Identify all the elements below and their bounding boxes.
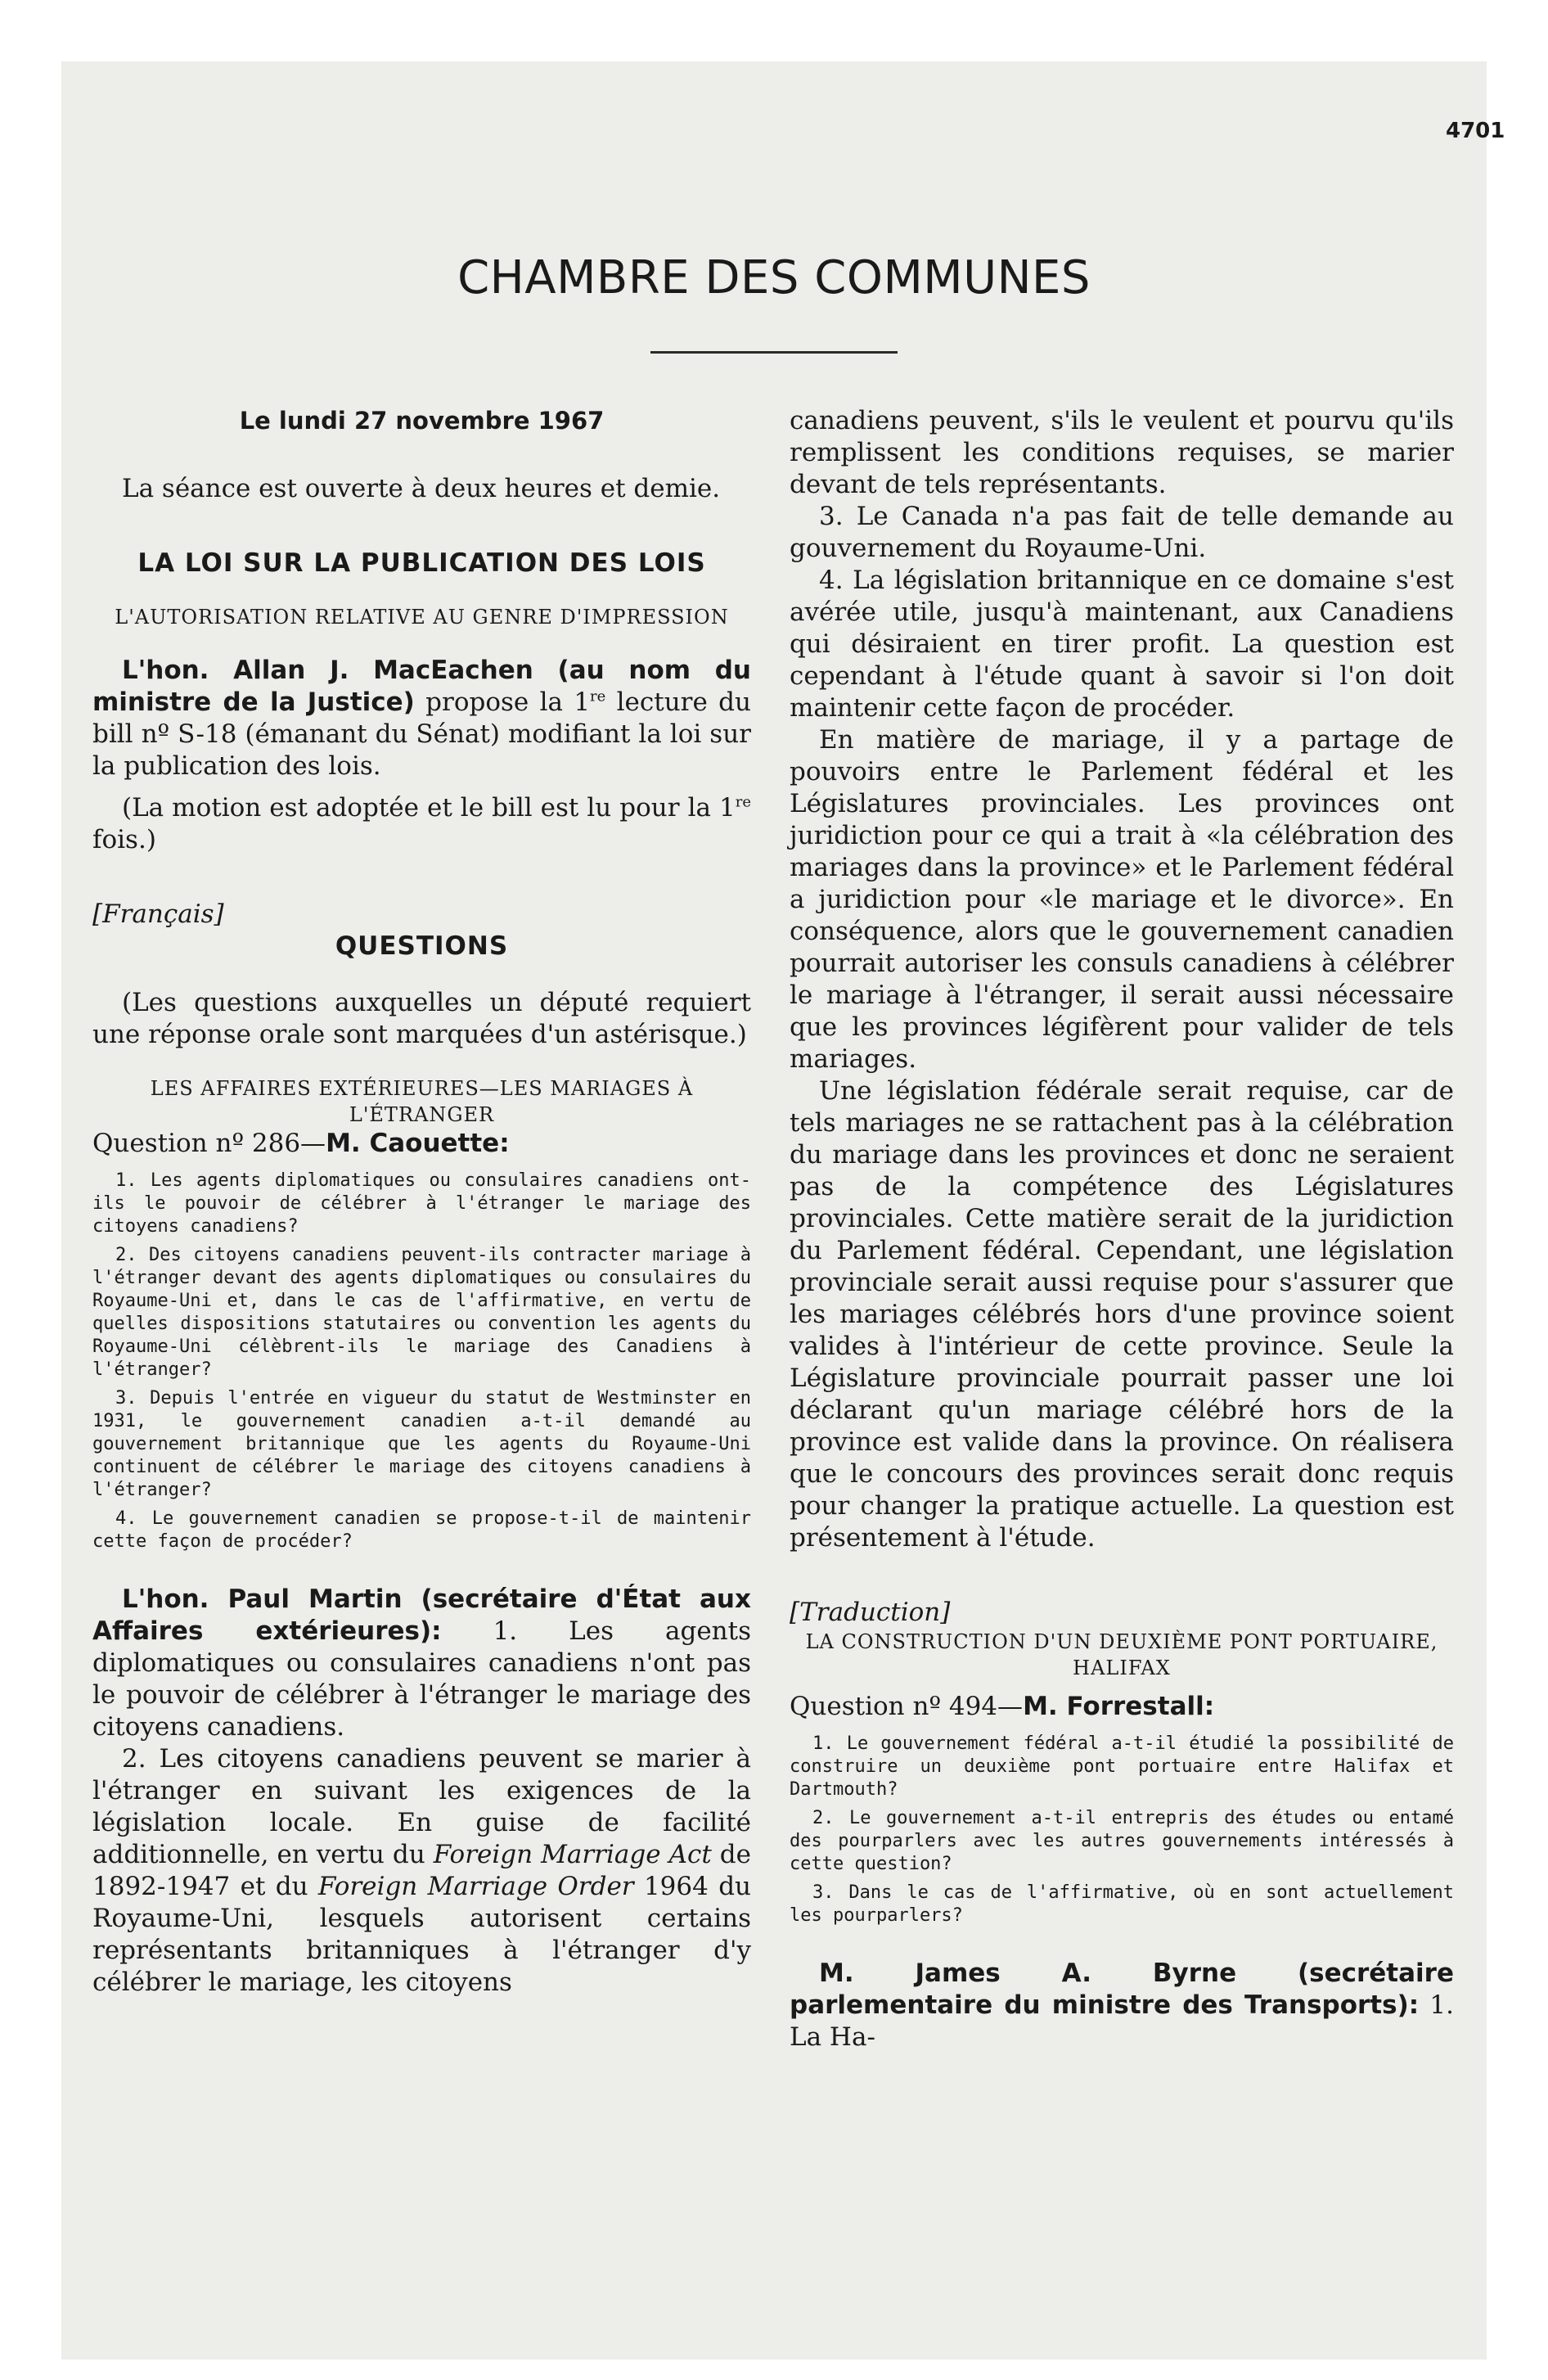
question-494-items (790, 1733, 1454, 1927)
question-494-item: 2. Le gouvernement a-t-il entrepris des études ou entamé des pourparlers avec les autres gouvernements intéressés à cette question? (790, 1808, 1454, 1874)
speaker-maceachen: L'hon. Allan J. MacEachen (au nom du ministre de la Justice) (92, 656, 751, 717)
section-subheading-impression: L'AUTORISATION RELATIVE AU GENRE D'IMPRESSION (115, 606, 729, 629)
answer-2-order-title: Foreign Marriage Order (317, 1872, 634, 1901)
ordinal-sup: re (590, 687, 606, 705)
section-heading-pont: LA CONSTRUCTION D'UN DEUXIÈME PONT PORTUAIRE, HALIFAX (805, 1630, 1438, 1679)
speaker-martin-text: 1. Les agents diplomatiques ou consulaires canadiens n'ont pas le pouvoir de célébrer à l'étranger le mariage des citoyens canadiens. (92, 1616, 751, 1742)
sitting-date: Le lundi 27 novembre 1967 (239, 407, 605, 435)
speaker-maceachen-text-a: propose la 1 (414, 687, 591, 717)
language-tag-traduction: [Traduction] (790, 1598, 951, 1627)
question-286-item: 2. Des citoyens canadiens peuvent-ils contracter mariage à l'étranger devant des agents diplomatiques ou consulaires du Royaume-Uni et, dans le cas de l'affirmative, en vertu de quelles dispositions statutaires ou convention les agents du Royaume-Uni célèbrent-ils le mariage des Canadiens à l'étranger? (92, 1245, 751, 1380)
question-286-prefix: Question nº 286— (92, 1129, 326, 1158)
page-title: CHAMBRE DES COMMUNES (457, 251, 1091, 304)
questions-heading: QUESTIONS (335, 931, 509, 961)
motion-text-a: (La motion est adoptée et le bill est lu pour la 1 (122, 793, 736, 823)
page (61, 61, 1505, 2360)
question-286-item: 4. Le gouvernement canadien se propose-t-il de maintenir cette façon de procéder? (92, 1508, 751, 1552)
section-heading-publication: LA LOI SUR LA PUBLICATION DES LOIS (137, 548, 706, 578)
motion-text-b: fois.) (92, 825, 156, 854)
answer-3-paragraph: 3. Le Canada n'a pas fait de telle demande au gouvernement du Royaume-Uni. (790, 502, 1454, 563)
speaker-byrne: M. James A. Byrne (secrétaire parlementaire du ministre des Transports): (790, 1959, 1454, 2020)
motion-paragraph (92, 792, 751, 856)
martin-paragraph (92, 1584, 751, 1743)
right-column (790, 405, 1454, 2053)
question-494-item: 1. Le gouvernement fédéral a-t-il étudié la possibilité de construire un deuxième pont portuaire entre Halifax et Dartmouth? (790, 1733, 1454, 1800)
maceachen-paragraph (92, 655, 751, 782)
language-tag-francais: [Français] (92, 899, 224, 929)
answer-2-text-c: 1964 du Royaume-Uni, lesquels autorisent certains représentants britanniques à l'étranger d'y célébrer le mariage, les citoyens (92, 1872, 751, 1997)
jurisdiction-paragraph: En matière de mariage, il y a partage de pouvoirs entre le Parlement fédéral et les Législatures provinciales. Les provinces ont juridiction pour ce qui a trait à «la célébration des mariages dans la province» et le Parlement fédéral a juridiction pour «le mariage et le divorce». En conséquence, alors que le gouvernement canadien pourrait autoriser les consuls canadiens à célébrer le mariage à l'étranger, il serait aussi nécessaire que les provinces légifèrent pour valider de tels mariages. (790, 725, 1454, 1074)
answer-2-text-b: de 1892-1947 et du (92, 1840, 751, 1901)
answer-2-text-a: 2. Les citoyens canadiens peuvent se marier à l'étranger en suivant les exigences de la législation locale. En guise de facilité additionnelle, en vertu du (92, 1744, 751, 1869)
question-286-item: 3. Depuis l'entrée en vigueur du statut de Westminster en 1931, le gouvernement canadien a-t-il demandé au gouvernement britannique que les agents du Royaume-Uni continuent de célébrer le mariage des citoyens canadiens à l'étranger? (92, 1388, 751, 1500)
page-number: 4701 (1446, 119, 1505, 143)
continuation-paragraph: canadiens peuvent, s'ils le veulent et pourvu qu'ils remplissent les conditions requises, se marier devant de tels représentants. (790, 406, 1454, 499)
question-286-item: 1. Les agents diplomatiques ou consulaires canadiens ont-ils le pouvoir de célébrer à l'étranger le mariage des citoyens canadiens? (92, 1170, 751, 1237)
question-286-items (92, 1170, 751, 1553)
left-column (92, 405, 751, 1999)
speaker-maceachen-text-b: lecture du bill nº S-18 (émanant du Sénat) modifiant la loi sur la publication des lois. (92, 687, 751, 781)
answer-4-paragraph: 4. La législation britannique en ce domaine s'est avérée utile, jusqu'à maintenant, aux Canadiens qui désiraient en tirer profit. La question est cependant à l'étude quant à savoir si l'on doit maintenir cette façon de procéder. (790, 566, 1454, 723)
question-494-prefix: Question nº 494— (790, 1692, 1024, 1721)
answer-2-act-title: Foreign Marriage Act (433, 1840, 712, 1869)
question-494-asker: M. Forrestall: (1023, 1692, 1215, 1721)
answer-2-paragraph (92, 1743, 751, 1999)
question-286-asker: M. Caouette: (326, 1129, 510, 1158)
speaker-martin: L'hon. Paul Martin (secrétaire d'État aux Affaires extérieures): (92, 1584, 751, 1646)
question-494-line (790, 1691, 1454, 1723)
questions-note: (Les questions auxquelles un député requiert une réponse orale sont marquées d'un astérisque.) (92, 988, 751, 1049)
motion-sup: re (735, 793, 751, 811)
title-rule (650, 351, 898, 354)
section-heading-mariages: LES AFFAIRES EXTÉRIEURES—LES MARIAGES À L'ÉTRANGER (150, 1077, 694, 1126)
question-286-line (92, 1128, 751, 1160)
byrne-paragraph (790, 1958, 1454, 2053)
opening-paragraph: La séance est ouverte à deux heures et demie. (122, 474, 721, 503)
question-494-item: 3. Dans le cas de l'affirmative, où en sont actuellement les pourparlers? (790, 1882, 1454, 1926)
speaker-byrne-text: 1. La Ha- (790, 1990, 1454, 2052)
federal-legislation-paragraph: Une législation fédérale serait requise, car de tels mariages ne se rattachent pas à la célébration du mariage dans les provinces et donc ne seraient pas de la compétence des Législatures provinciales. Cette matière serait de la juridiction du Parlement fédéral. Cependant, une législation provinciale serait aussi requise pour s'assurer que les mariages célébrés hors d'une province soient valides à l'intérieur de cette province. Seule la Législature provinciale pourrait passer une loi déclarant qu'un mariage célébré hors de la province est valide dans la province. On réalisera que le concours des provinces serait donc requis pour changer la pratique actuelle. La question est présentement à l'étude. (790, 1076, 1454, 1553)
